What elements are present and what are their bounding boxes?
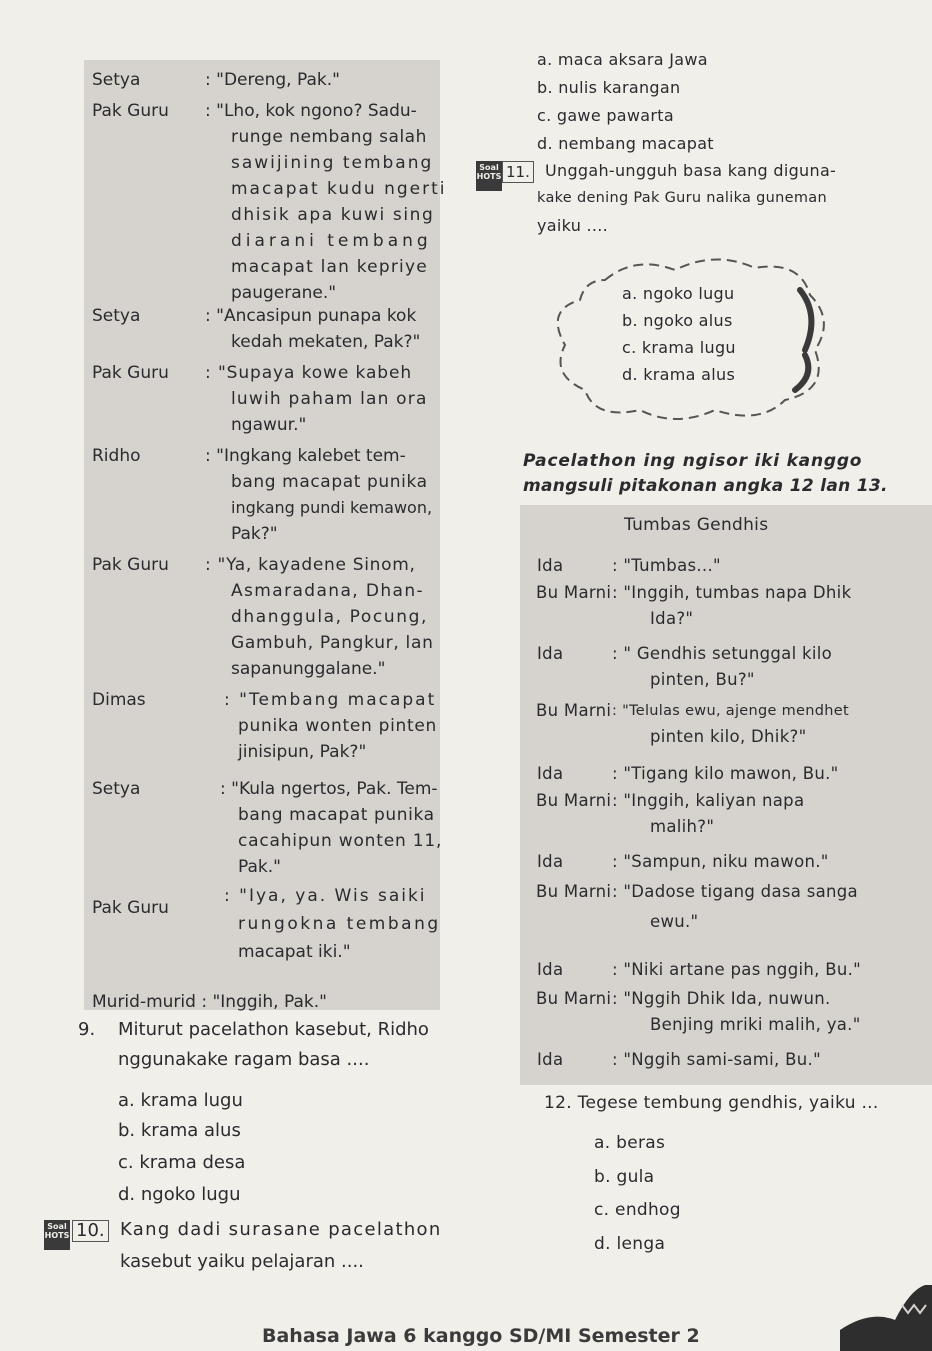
dialogue-text: macapat iki." [238, 942, 351, 962]
dialogue-text: Murid-murid : "Inggih, Pak." [92, 992, 327, 1012]
speaker-setya: Setya [92, 779, 141, 799]
dialogue-text: paugerane." [231, 283, 337, 303]
dialogue-text: bang macapat punika [231, 472, 428, 492]
question-10-number: 10. [72, 1220, 109, 1242]
dialogue-text: cacahipun wonten 11, [238, 831, 443, 851]
dialogue-text: : "Ancasipun punapa kok [205, 306, 417, 326]
q11-option-a[interactable]: a. ngoko lugu [622, 284, 735, 303]
story-line-text: : "Tumbas..." [612, 556, 721, 575]
story-speaker-ida: Ida [537, 556, 564, 575]
dialogue-text: Asmaradana, Dhan- [231, 581, 425, 601]
story-speaker-bu-marni: Bu Marni [536, 989, 612, 1008]
story-line-text: ewu." [650, 912, 699, 931]
story-line-text: : " Gendhis setunggal kilo [612, 644, 833, 663]
speaker-pak-guru: Pak Guru [92, 363, 169, 383]
footer-title: Bahasa Jawa 6 kanggo SD/MI Semester 2 [262, 1325, 700, 1347]
story-line-text: : "Inggih, tumbas napa Dhik [612, 583, 852, 602]
speaker-pak-guru: Pak Guru [92, 898, 169, 918]
dialogue-text: : "Lho, kok ngono? Sadu- [205, 101, 417, 121]
story-line-text: : "Nggih Dhik Ida, nuwun. [612, 989, 831, 1008]
story-line-text: Ida?" [650, 609, 694, 628]
instruction-text: Pacelathon ing ngisor iki kanggo [523, 451, 863, 471]
speaker-setya: Setya [92, 70, 141, 90]
speaker-pak-guru: Pak Guru [92, 101, 169, 121]
dialogue-text: dhanggula, Pocung, [231, 607, 428, 627]
speaker-murid-murid: Murid-murid [92, 992, 196, 1012]
story-title: Tumbas Gendhis [624, 515, 769, 535]
question-9-text: Miturut pacelathon kasebut, Ridho [118, 1019, 429, 1040]
dialogue-text: Pak." [238, 857, 281, 877]
q11-option-c[interactable]: c. krama lugu [622, 338, 736, 357]
dialogue-text: Gambuh, Pangkur, lan [231, 633, 434, 653]
story-speaker-bu-marni: Bu Marni [536, 583, 612, 602]
story-line-text: : "Sampun, niku mawon." [612, 852, 829, 871]
q12-option-d[interactable]: d. lenga [594, 1234, 666, 1254]
speaker-setya: Setya [92, 306, 141, 326]
question-9-number: 9. [78, 1019, 96, 1040]
story-speaker-ida: Ida [537, 764, 564, 783]
question-9-text: nggunakake ragam basa .... [118, 1049, 370, 1070]
question-11-number: 11. [502, 161, 534, 183]
dialogue-text: sapanunggalane." [231, 659, 386, 679]
q10-option-b[interactable]: b. nulis karangan [537, 78, 681, 97]
q11-option-d[interactable]: d. krama alus [622, 365, 736, 384]
story-speaker-ida: Ida [537, 644, 564, 663]
story-line-text: : "Inggih, kaliyan napa [612, 791, 805, 810]
dialogue-text: kedah mekaten, Pak?" [231, 332, 421, 352]
hots-badge-icon: Soal HOTS [476, 161, 502, 191]
story-speaker-ida: Ida [537, 1050, 564, 1069]
story-speaker-ida: Ida [537, 960, 564, 979]
dialogue-text: : "Supaya kowe kabeh [205, 363, 413, 383]
dialogue-text: ingkang pundi kemawon, [231, 498, 433, 517]
story-speaker-ida: Ida [537, 852, 564, 871]
question-11-text: kake dening Pak Guru nalika guneman [537, 190, 827, 206]
speaker-pak-guru: Pak Guru [92, 555, 169, 575]
dialogue-text: : "Tembang macapat [224, 690, 437, 710]
question-11-text: yaiku .... [537, 216, 609, 235]
q12-option-c[interactable]: c. endhog [594, 1200, 681, 1220]
dialogue-text: ngawur." [231, 415, 307, 435]
dialogue-text: macapat lan kepriye [231, 257, 428, 277]
question-12-text: 12. Tegese tembung gendhis, yaiku ... [544, 1093, 879, 1113]
question-10-text: kasebut yaiku pelajaran .... [120, 1251, 364, 1272]
story-line-text: malih?" [650, 817, 715, 836]
dialogue-text: macapat kudu ngerti [231, 179, 447, 199]
story-speaker-bu-marni: Bu Marni [536, 791, 612, 810]
story-line-text: : "Nggih sami-sami, Bu." [612, 1050, 821, 1069]
dialogue-text: punika wonten pinten [238, 716, 437, 736]
story-line-text: : "Tigang kilo mawon, Bu." [612, 764, 839, 783]
dialogue-text: sawijining tembang [231, 153, 434, 173]
story-speaker-bu-marni: Bu Marni [536, 701, 612, 720]
speaker-dimas: Dimas [92, 690, 146, 710]
dialogue-text: runge nembang salah [231, 127, 427, 147]
story-line-text: : "Niki artane pas nggih, Bu." [612, 960, 862, 979]
dialogue-text: : "Kula ngertos, Pak. Tem- [220, 779, 438, 799]
q10-option-d[interactable]: d. nembang macapat [537, 134, 714, 153]
q9-option-d[interactable]: d. ngoko lugu [118, 1184, 241, 1205]
dialogue-text: dhisik apa kuwi sing [231, 205, 435, 225]
dialogue-text: bang macapat punika [238, 805, 435, 825]
story-line-text: : "Telulas ewu, ajenge mendhet [612, 703, 849, 719]
q12-option-a[interactable]: a. beras [594, 1133, 666, 1153]
q10-option-c[interactable]: c. gawe pawarta [537, 106, 674, 125]
dialogue-text: luwih paham lan ora [231, 389, 428, 409]
question-10-text: Kang dadi surasane pacelathon [120, 1219, 442, 1240]
instruction-text: mangsuli pitakonan angka 12 lan 13. [523, 476, 888, 496]
dialogue-text: diarani tembang [231, 231, 432, 251]
hots-badge-icon: Soal HOTS [44, 1220, 70, 1250]
question-11-text: Unggah-ungguh basa kang diguna- [545, 161, 837, 180]
q9-option-b[interactable]: b. krama alus [118, 1120, 241, 1141]
q9-option-c[interactable]: c. krama desa [118, 1152, 246, 1173]
dialogue-text: rungokna tembang [238, 914, 441, 934]
story-speaker-bu-marni: Bu Marni [536, 882, 612, 901]
ornament-icon [840, 1285, 932, 1351]
story-line-text: : "Dadose tigang dasa sanga [612, 882, 858, 901]
q12-option-b[interactable]: b. gula [594, 1167, 655, 1187]
dialogue-text: Pak?" [231, 524, 278, 544]
dialogue-text: : "Ingkang kalebet tem- [205, 446, 406, 466]
speaker-ridho: Ridho [92, 446, 141, 466]
dialogue-text: : "Iya, ya. Wis saiki [224, 886, 427, 906]
q11-option-b[interactable]: b. ngoko alus [622, 311, 733, 330]
story-line-text: pinten, Bu?" [650, 670, 755, 689]
dialogue-text: : "Dereng, Pak." [205, 70, 340, 90]
q10-option-a[interactable]: a. maca aksara Jawa [537, 50, 708, 69]
story-line-text: Benjing mriki malih, ya." [650, 1015, 861, 1034]
dialogue-text: jinisipun, Pak?" [238, 742, 367, 762]
dialogue-text: : "Ya, kayadene Sinom, [205, 555, 416, 575]
q9-option-a[interactable]: a. krama lugu [118, 1090, 243, 1111]
story-line-text: pinten kilo, Dhik?" [650, 727, 807, 746]
